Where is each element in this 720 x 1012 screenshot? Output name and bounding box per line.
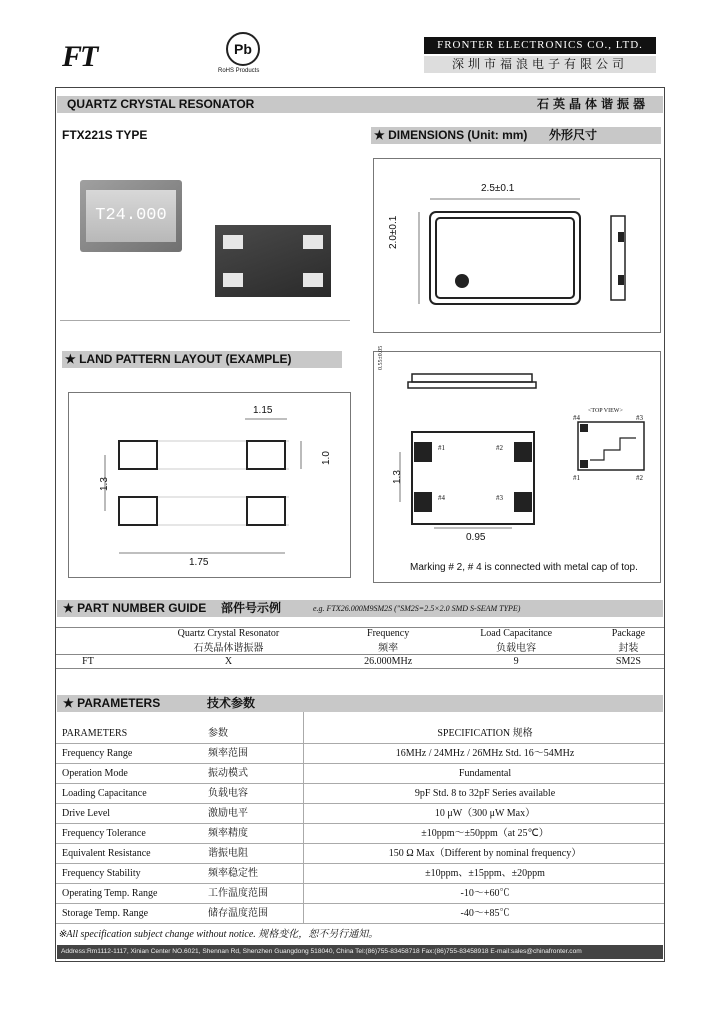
title-bar bbox=[57, 96, 663, 113]
pad-pin1: #1 bbox=[438, 444, 445, 452]
rohs-label: RoHS Products bbox=[218, 68, 260, 74]
land-dim-3: 1.3 bbox=[99, 477, 110, 491]
part-value-prefix: FT bbox=[56, 655, 120, 669]
param-value: Fundamental bbox=[458, 768, 512, 779]
part-heading-cn: 部件号示例 bbox=[221, 601, 282, 615]
title-en: QUARTZ CRYSTAL RESONATOR bbox=[67, 97, 255, 111]
params-heading-cn: 技术参数 bbox=[207, 696, 256, 710]
chip-marking: T24.000 bbox=[86, 190, 176, 242]
param-row bbox=[56, 744, 664, 764]
land-dim-4: 1.75 bbox=[189, 557, 209, 568]
param-row bbox=[56, 764, 664, 784]
dimension-drawing bbox=[374, 159, 662, 334]
side-thickness: 0.55±0.05 bbox=[378, 345, 384, 370]
lead-free-icon: Pb bbox=[226, 32, 260, 66]
part-example: e.g. FTX26.000M9SM2S ("SM2S=2.5×2.0 SMD S-SEAM TYPE) bbox=[313, 604, 521, 613]
spec-note: ※All specification subject change without notice. 规格变化，恕不另行通知。 bbox=[58, 929, 379, 940]
param-name: Operation Mode bbox=[62, 768, 128, 779]
part-header-load: Load Capacitance bbox=[480, 628, 553, 639]
dimensions-heading-cn: 外形尺寸 bbox=[549, 128, 598, 142]
param-name-cn: 振动模式 bbox=[208, 768, 248, 779]
param-name: Equivalent Resistance bbox=[62, 848, 151, 859]
part-value-load: 9 bbox=[439, 655, 592, 669]
part-header-frequency: Frequency bbox=[367, 628, 410, 639]
company-name-cn: 深圳市福浪电子有限公司 bbox=[424, 56, 656, 73]
param-name: Frequency Tolerance bbox=[62, 828, 146, 839]
type-label: FTX221S TYPE bbox=[62, 128, 148, 142]
land-heading: ★ LAND PATTERN LAYOUT (EXAMPLE) bbox=[65, 352, 292, 366]
pad-pin4: #4 bbox=[438, 494, 445, 502]
param-value: 150 Ω Max（Different by nominal frequency） bbox=[388, 848, 582, 859]
crystal-top-photo bbox=[80, 180, 182, 252]
param-value: ±10ppm～±50ppm（at 25℃） bbox=[421, 828, 549, 839]
side-dim-h: 1.3 bbox=[392, 470, 403, 484]
company-logo: FT bbox=[62, 40, 97, 73]
param-value: -40～+85℃ bbox=[460, 908, 510, 919]
params-heading: ★ PARAMETERS bbox=[63, 696, 161, 710]
land-dim-2: 1.0 bbox=[321, 451, 332, 465]
param-name-cn: 激励电平 bbox=[208, 808, 248, 819]
part-header-package: Package bbox=[611, 628, 646, 639]
side-view-panel bbox=[373, 345, 661, 583]
param-row bbox=[56, 724, 664, 744]
topview-pin3: #3 bbox=[636, 414, 643, 422]
param-name: Frequency Stability bbox=[62, 868, 141, 879]
param-value: 16MHz / 24MHz / 26MHz Std. 16～54MHz bbox=[395, 748, 575, 759]
land-pattern-drawing bbox=[69, 393, 352, 579]
top-view-label: <TOP VIEW> bbox=[588, 408, 623, 414]
divider bbox=[60, 320, 350, 321]
title-cn: 石英晶体谐振器 bbox=[536, 97, 649, 111]
param-row bbox=[56, 844, 664, 864]
part-value-type: X bbox=[120, 655, 337, 669]
param-name: Operating Temp. Range bbox=[62, 888, 158, 899]
part-heading: ★ PART NUMBER GUIDE bbox=[63, 601, 207, 615]
dim-height: 2.0±0.1 bbox=[388, 215, 399, 249]
param-row bbox=[56, 884, 664, 904]
param-row bbox=[56, 804, 664, 824]
footer-address: Address:Rm1112-1117, Xinian Center NO.6021, Shennan Rd, Shenzhen Guangdong 518040, China Tel:(86)755-83458718 Fax:(86)755-83458918 E-mail:sales@chinafronter.com bbox=[57, 945, 663, 959]
side-dim-w: 0.95 bbox=[466, 532, 486, 543]
pad-pin3: #3 bbox=[496, 494, 503, 502]
param-row bbox=[56, 784, 664, 804]
param-value: 9pF Std. 8 to 32pF Series available bbox=[414, 788, 556, 799]
dimensions-heading: ★ DIMENSIONS (Unit: mm) bbox=[374, 128, 528, 142]
param-value: -10～+60℃ bbox=[460, 888, 510, 899]
topview-pin4: #4 bbox=[573, 414, 580, 422]
param-value: ±10ppm、±15ppm、±20ppm bbox=[425, 868, 545, 879]
param-name: Storage Temp. Range bbox=[62, 908, 149, 919]
part-value-frequency: 26.000MHz bbox=[337, 655, 440, 669]
param-row bbox=[56, 824, 664, 844]
part-value-package: SM2S bbox=[593, 655, 664, 669]
land-dim-1: 1.15 bbox=[253, 405, 273, 416]
param-name: Frequency Range bbox=[62, 748, 133, 759]
param-name-cn: 工作温度范围 bbox=[208, 888, 268, 899]
dimensions-heading-bar bbox=[371, 127, 661, 144]
marking-note: Marking # 2, # 4 is connected with metal cap of top. bbox=[410, 562, 638, 573]
param-value: SPECIFICATION 规格 bbox=[437, 728, 533, 739]
param-name-cn: 参数 bbox=[208, 728, 228, 739]
param-name-cn: 负载电容 bbox=[208, 788, 248, 799]
param-name-cn: 储存温度范围 bbox=[208, 908, 268, 919]
pad-pin2: #2 bbox=[496, 444, 503, 452]
topview-pin1: #1 bbox=[573, 474, 580, 482]
param-name: Drive Level bbox=[62, 808, 111, 819]
land-heading-bar bbox=[62, 351, 342, 368]
crystal-bottom-photo bbox=[215, 225, 331, 297]
land-pattern-panel bbox=[68, 392, 351, 578]
topview-pin2: #2 bbox=[636, 474, 643, 482]
company-name-en: FRONTER ELECTRONICS CO., LTD. bbox=[424, 37, 656, 54]
param-name-cn: 频率范围 bbox=[208, 748, 248, 759]
dim-width: 2.5±0.1 bbox=[481, 183, 515, 194]
param-name: PARAMETERS bbox=[62, 728, 128, 739]
part-value-row bbox=[56, 655, 664, 669]
param-name-cn: 谐振电阻 bbox=[208, 848, 248, 859]
side-view-drawing bbox=[374, 352, 662, 584]
part-number-table: Quartz Crystal Resonator 石英晶体谐振器 Frequency 频率 Load Capacitance 负载电容 Package 封装 FT X 26.000MHz 9 SM2S bbox=[56, 627, 664, 669]
param-row bbox=[56, 904, 664, 924]
part-header-resonator: Quartz Crystal Resonator bbox=[177, 628, 280, 639]
param-value: 10 μW（300 μW Max） bbox=[434, 808, 536, 819]
param-name: Loading Capacitance bbox=[62, 788, 147, 799]
param-name-cn: 频率稳定性 bbox=[208, 868, 258, 879]
part-heading-bar bbox=[57, 600, 663, 617]
params-heading-bar bbox=[57, 695, 663, 712]
dimensions-panel bbox=[373, 158, 661, 333]
param-row bbox=[56, 864, 664, 884]
param-name-cn: 频率精度 bbox=[208, 828, 248, 839]
